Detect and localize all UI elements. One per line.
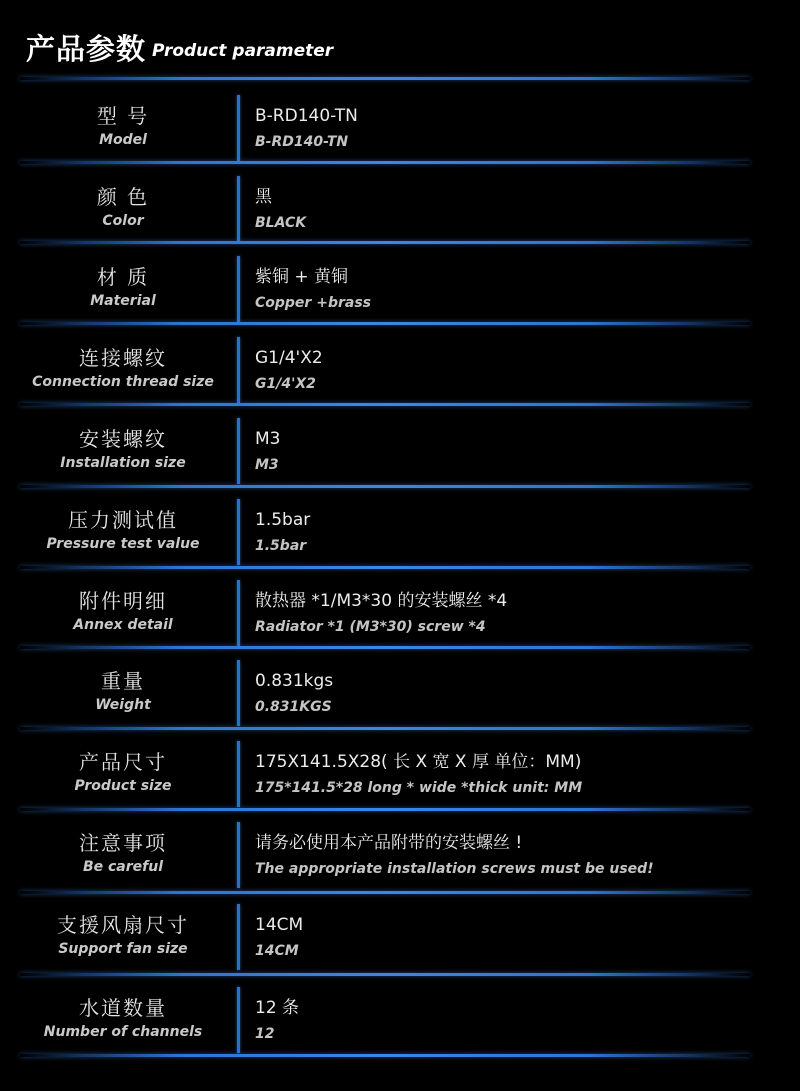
spec-label-cn: 压力测试值 — [68, 508, 178, 532]
spec-label — [0, 572, 246, 653]
row-divider — [20, 973, 750, 976]
spec-label-cn: 连接螺纹 — [79, 346, 167, 370]
spec-label-cn: 重量 — [101, 669, 145, 693]
spec-value-cn: 紫铜 + 黄铜 — [255, 267, 349, 287]
row-divider — [20, 241, 750, 244]
spec-label-cn: 注意事项 — [79, 831, 167, 855]
column-separator — [237, 660, 240, 726]
spec-value-cn: 12 条 — [255, 998, 300, 1018]
column-separator — [237, 904, 240, 970]
column-separator — [237, 580, 240, 646]
spec-value-cn: 14CM — [255, 915, 304, 935]
spec-label-cn: 附件明细 — [79, 589, 167, 613]
spec-label-en: Model — [99, 132, 147, 148]
spec-label — [0, 410, 246, 491]
spec-value-en: 1.5bar — [255, 538, 307, 554]
spec-label-cn: 颜 色 — [96, 185, 150, 209]
spec-value-cn: 1.5bar — [255, 510, 311, 530]
page-title-en: Product parameter — [152, 41, 334, 61]
spec-label-en: Color — [102, 213, 144, 229]
row-divider — [20, 322, 750, 325]
spec-value-en: 175*141.5*28 long * wide *thick unit: MM — [255, 780, 583, 796]
spec-label-en: Weight — [95, 697, 151, 713]
spec-label-en: Connection thread size — [32, 374, 214, 390]
spec-value-en: 12 — [255, 1026, 275, 1042]
column-separator — [237, 987, 240, 1053]
spec-label — [0, 248, 246, 329]
spec-value-en: B-RD140-TN — [255, 134, 349, 150]
spec-label-en: Be careful — [82, 859, 164, 875]
spec-row-color — [0, 168, 800, 249]
column-separator — [237, 822, 240, 888]
spec-row-model — [0, 87, 800, 168]
row-divider — [20, 646, 750, 649]
spec-label-cn: 支援风扇尺寸 — [57, 913, 189, 937]
spec-row-installation-size — [0, 410, 800, 491]
spec-value-cn: B-RD140-TN — [255, 106, 358, 126]
spec-label — [0, 491, 246, 572]
row-divider — [20, 891, 750, 894]
row-divider — [20, 485, 750, 488]
row-divider — [20, 727, 750, 730]
row-divider — [20, 1054, 750, 1057]
spec-label-en: Number of channels — [43, 1024, 203, 1040]
column-separator — [237, 499, 240, 565]
spec-value-en: Radiator *1 (M3*30) screw *4 — [255, 619, 486, 635]
spec-label — [0, 87, 246, 168]
column-separator — [237, 95, 240, 161]
spec-row-weight — [0, 652, 800, 733]
spec-value-cn: 黑 — [255, 187, 272, 207]
spec-value-cn: G1/4'X2 — [255, 348, 323, 368]
column-separator — [237, 418, 240, 484]
column-separator — [237, 741, 240, 807]
spec-label-cn: 安装螺纹 — [79, 427, 167, 451]
row-divider — [20, 808, 750, 811]
row-divider — [20, 403, 750, 406]
spec-row-connection-thread — [0, 329, 800, 410]
spec-label-cn: 材 质 — [96, 265, 150, 289]
spec-value-en: BLACK — [255, 215, 307, 231]
spec-label — [0, 168, 246, 249]
spec-value-cn: 175X141.5X28( 长 X 宽 X 厚 单位：MM) — [255, 752, 582, 772]
spec-row-be-careful — [0, 814, 800, 895]
header-divider — [20, 77, 750, 80]
spec-label-en: Material — [90, 293, 156, 309]
column-separator — [237, 256, 240, 322]
spec-label — [0, 814, 246, 895]
spec-label-cn: 水道数量 — [79, 996, 167, 1020]
spec-value-cn: 请务必使用本产品附带的安装螺丝 ! — [255, 833, 523, 853]
spec-value-en: M3 — [255, 457, 279, 473]
spec-value-en: G1/4'X2 — [255, 376, 316, 392]
spec-label-en: Annex detail — [73, 617, 173, 633]
spec-label — [0, 733, 246, 814]
spec-value-cn: 0.831kgs — [255, 671, 334, 691]
spec-row-material — [0, 248, 800, 329]
spec-label — [0, 652, 246, 733]
spec-label — [0, 329, 246, 410]
page-title-cn: 产品参数 — [26, 32, 147, 66]
spec-label-cn: 型 号 — [96, 104, 150, 128]
row-divider — [20, 566, 750, 569]
spec-value-en: The appropriate installation screws must be used! — [255, 861, 654, 877]
spec-row-support-fan-size — [0, 896, 800, 977]
spec-row-product-size — [0, 733, 800, 814]
spec-label-en: Product size — [74, 778, 172, 794]
spec-label — [0, 896, 246, 977]
spec-label-en: Support fan size — [58, 941, 188, 957]
spec-value-cn: M3 — [255, 429, 281, 449]
row-divider — [20, 161, 750, 164]
spec-value-en: 0.831KGS — [255, 699, 332, 715]
column-separator — [237, 176, 240, 242]
spec-label-en: Pressure test value — [46, 536, 200, 552]
spec-value-cn: 散热器 *1/M3*30 的安装螺丝 *4 — [255, 591, 508, 611]
spec-label-cn: 产品尺寸 — [79, 750, 167, 774]
page-header — [26, 28, 333, 68]
spec-row-annex-detail — [0, 572, 800, 653]
column-separator — [237, 337, 240, 403]
spec-label — [0, 979, 246, 1060]
spec-value-en: 14CM — [255, 943, 299, 959]
spec-value-en: Copper +brass — [255, 295, 371, 311]
spec-row-pressure-test — [0, 491, 800, 572]
spec-label-en: Installation size — [60, 455, 186, 471]
spec-row-number-of-channels — [0, 979, 800, 1060]
